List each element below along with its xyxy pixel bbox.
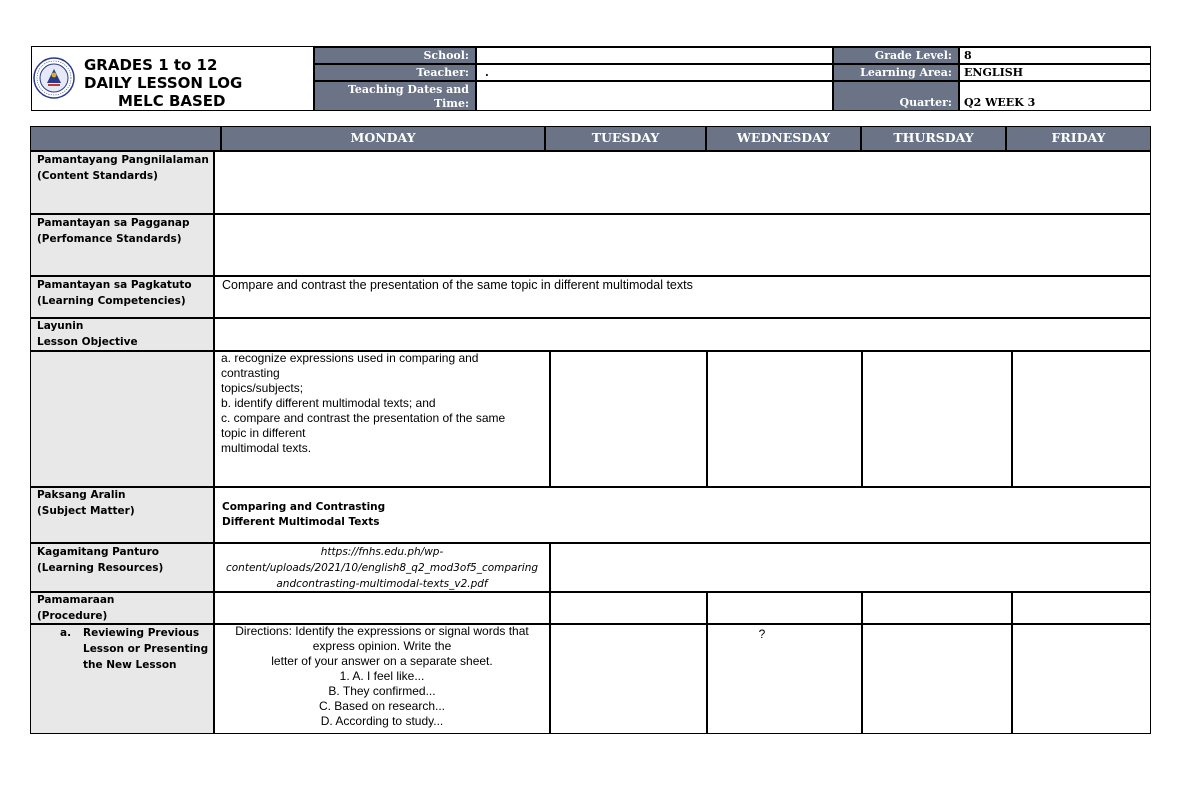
teaching-dates-field[interactable] [476, 81, 833, 111]
grade-level-label: Grade Level: [833, 47, 959, 64]
competencies-label-2: (Learning Competencies) [37, 295, 186, 307]
competencies-label-1: Pamantayan sa Pagkatuto [37, 279, 192, 291]
content-standards-label-1: Pamantayang Pangnilalaman [37, 154, 209, 166]
school-field[interactable] [476, 47, 833, 64]
subject-matter-line-1: Comparing and Contrasting [222, 501, 386, 513]
objectives-line-5: c. compare and contrast the presentation of the same [221, 411, 506, 425]
objectives-line-3: topics/subjects; [221, 381, 304, 395]
review-thursday-cell[interactable] [862, 624, 1012, 734]
competencies-text: Compare and contrast the presentation of the same topic in different multimodal texts [222, 278, 693, 292]
review-label-1: Reviewing Previous [83, 627, 200, 639]
performance-standards-cell[interactable] [214, 214, 1151, 276]
teacher-label: Teacher: [314, 64, 476, 81]
review-line-6: C. Based on research... [318, 699, 446, 713]
day-header-friday: FRIDAY [1006, 126, 1151, 151]
review-line-4: 1. A. I feel like... [339, 669, 425, 683]
objectives-thursday-cell[interactable] [862, 351, 1012, 487]
teaching-dates-label-line-1: Teaching Dates and [347, 83, 469, 96]
teacher-field[interactable]: . [476, 64, 833, 81]
subject-matter-label-2: (Subject Matter) [37, 505, 135, 517]
subject-matter-label-1: Paksang Aralin [37, 489, 126, 501]
review-tuesday-cell[interactable] [550, 624, 707, 734]
day-header-monday: MONDAY [221, 126, 545, 151]
day-header-tuesday: TUESDAY [545, 126, 706, 151]
review-friday-cell[interactable] [1012, 624, 1151, 734]
review-label-2: Lesson or Presenting [83, 643, 209, 655]
performance-standards-label-2: (Perfomance Standards) [37, 233, 182, 245]
quarter-label: Quarter: [833, 81, 959, 111]
resources-other-cell[interactable] [550, 543, 1151, 592]
objectives-line-1: a. recognize expressions used in comparing and [221, 351, 479, 365]
school-label: School: [314, 47, 476, 64]
procedure-friday-cell[interactable] [1012, 592, 1151, 624]
day-header-blank [30, 126, 221, 151]
subject-matter-line-2: Different Multimodal Texts [222, 516, 380, 528]
review-line-3: letter of your answer on a separate sheet. [271, 654, 493, 668]
resources-label-2: (Learning Resources) [37, 562, 164, 574]
learning-area-label: Learning Area: [833, 64, 959, 81]
procedure-wednesday-cell[interactable] [707, 592, 862, 624]
grade-level-field[interactable]: 8 [959, 47, 1151, 64]
teaching-dates-label [314, 81, 476, 111]
objective-label-1: Layunin [37, 320, 84, 332]
review-line-5: B. They confirmed... [328, 684, 436, 698]
objectives-tuesday-cell[interactable] [550, 351, 707, 487]
objective-cell[interactable] [214, 318, 1151, 351]
procedure-monday-cell[interactable] [214, 592, 550, 624]
review-line-7: D. According to study... [320, 714, 444, 728]
performance-standards-label-1: Pamantayan sa Pagganap [37, 217, 190, 229]
day-header-wednesday: WEDNESDAY [706, 126, 861, 151]
title-line-2: DAILY LESSON LOG [84, 74, 243, 92]
quarter-field[interactable]: Q2 WEEK 3 [959, 81, 1151, 111]
procedure-tuesday-cell[interactable] [550, 592, 707, 624]
review-line-2: express opinion. Write the [312, 639, 452, 653]
teaching-dates-label-line-2: Time: [433, 97, 469, 110]
day-header-thursday: THURSDAY [861, 126, 1006, 151]
title-line-3: MELC BASED [118, 92, 226, 110]
learning-area-field[interactable]: ENGLISH [959, 64, 1151, 81]
resources-label-1: Kagamitang Panturo [37, 546, 159, 558]
objectives-line-2: contrasting [221, 366, 280, 380]
review-line-1: Directions: Identify the expressions or signal words that [235, 624, 529, 638]
content-standards-label-2: (Content Standards) [37, 170, 158, 182]
procedure-label-1: Pamamaraan [37, 594, 115, 606]
objective-label-2: Lesson Objective [37, 336, 138, 348]
resources-link-line-1[interactable]: https://fnhs.edu.ph/wp- [320, 546, 444, 558]
deped-seal-icon [33, 57, 75, 99]
procedure-thursday-cell[interactable] [862, 592, 1012, 624]
objectives-line-6: topic in different [221, 426, 306, 440]
title-line-1: GRADES 1 to 12 [84, 56, 218, 74]
objectives-detail-label-cell [30, 351, 214, 487]
review-marker: a. [60, 627, 72, 639]
content-standards-cell[interactable] [214, 151, 1151, 214]
resources-link-line-2[interactable]: content/uploads/2021/10/english8_q2_mod3of5_comparing [225, 562, 539, 574]
review-label-3: the New Lesson [83, 659, 177, 671]
objectives-line-4: b. identify different multimodal texts; and [221, 396, 436, 410]
resources-link-line-3[interactable]: andcontrasting-multimodal-texts_v2.pdf [276, 578, 488, 590]
objectives-wednesday-cell[interactable] [707, 351, 862, 487]
objectives-friday-cell[interactable] [1012, 351, 1151, 487]
procedure-label-2: (Procedure) [37, 610, 108, 622]
review-wednesday-text: ? [758, 627, 766, 641]
objectives-line-7: multimodal texts. [221, 441, 312, 455]
